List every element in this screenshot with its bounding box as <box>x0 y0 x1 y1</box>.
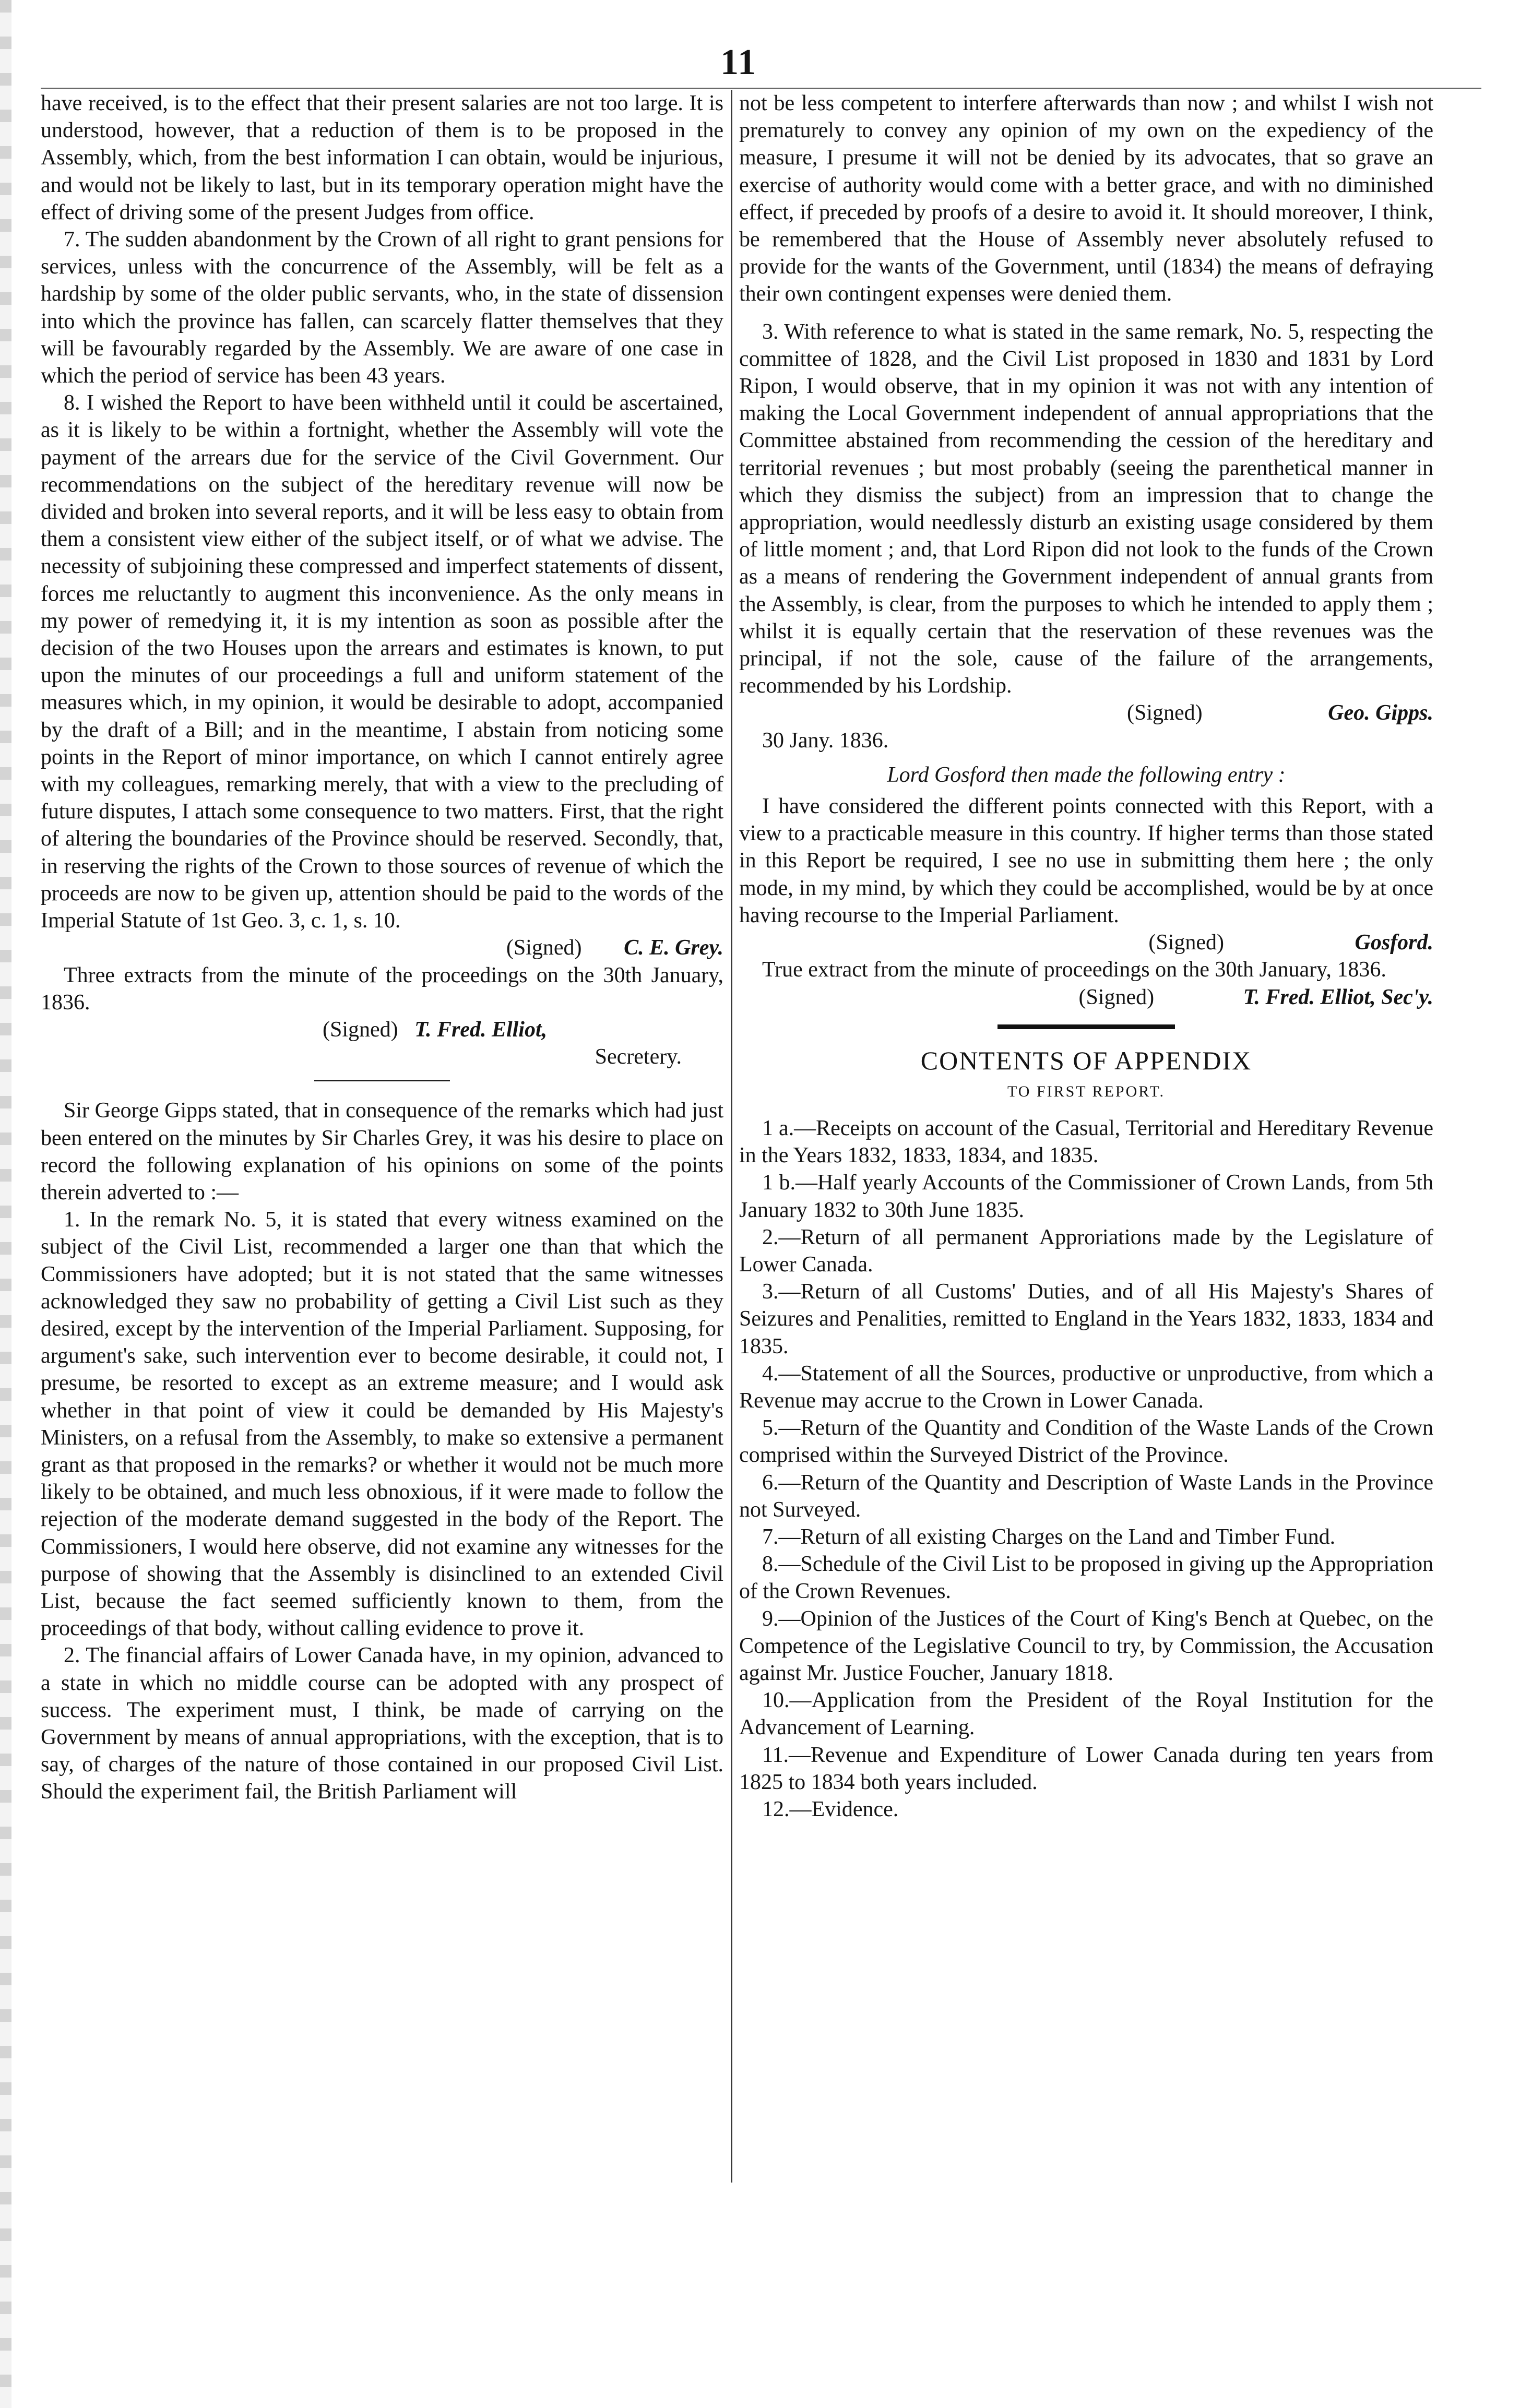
gosford-signed-label: (Signed) <box>1148 931 1224 955</box>
header-rule <box>41 88 1481 89</box>
elliot-signature <box>323 1016 723 1043</box>
appendix-item: 3.—Return of all Customs' Duties, and of all His Majesty's Shares of Seizures and Penalities, remitted to England in the Years 1832, 1833, 1834 and 1835. <box>739 1280 1433 1358</box>
gipps-intro: Sir George Gipps stated, that in consequence of the remarks which had just been entered on the minutes by Sir Charles Grey, it was his desire to place on record the following explanation of his opinions on some of the points therein adverted to :— <box>41 1099 723 1205</box>
elliot-title: Secretery. <box>595 1045 682 1069</box>
gipps-point-2: 2. The financial affairs of Lower Canada have, in my opinion, advanced to a state in which no middle course can be adopted with any prospect of success. The experiment must, I think, be made of carrying on the Government by means of annual appropriations, with the exception, that is to say, of charges of the nature of those contained in our proposed Civil List. Should the experiment fail, the British Parliament will <box>41 1643 723 1804</box>
gipps-signed-label: (Signed) <box>1127 701 1203 725</box>
appendix-item: 7.—Return of all existing Charges on the Land and Timber Fund. <box>762 1524 1336 1549</box>
appendix-item: 10.—Application from the President of the Royal Institution for the Advancement of Learning. <box>739 1688 1433 1740</box>
gipps-date: 30 Jany. 1836. <box>762 728 889 753</box>
gosford-signature <box>739 929 1433 956</box>
binding-edge <box>0 0 11 2408</box>
appendix-item: 5.—Return of the Quantity and Condition of the Waste Lands of the Crown comprised within the Surveyed District of the Province. <box>739 1416 1433 1468</box>
appendix-subtitle: TO FIRST REPORT. <box>1007 1082 1166 1100</box>
paragraph-8: 8. I wished the Report to have been withheld until it could be ascertained, as it is likely to be within a fortnight, whether the Assembly will vote the payment of the arrears due for the service of the Civil Government. Our recommendations on the subject of the hereditary revenue will now be divided and broken into several reports, and it will be less easy to obtain from them a consistent view either of the subject itself, or of what we advise. The necessity of subjoining these compressed and imperfect statements of dissent, forces me reluctantly to augment this inconvenience. As the only means in my power of remedying it, it is my intention as soon as possible after the decision of the two Houses upon the arrears and estimates is known, to put upon the minutes of our proceedings a full and uniform statement of the measures which, in my opinion, it would be desirable to adopt, accompanied by the draft of a Bill; and in the meantime, I abstain from noticing some points in the Report of minor importance, on which I cannot entirely agree with my colleagues, remarking merely, that with a view to the precluding of future disputes, I attach some consequence to two matters. First, that the right of altering the boundaries of the Province should be reserved. Secondly, that, in reserving the rights of the Crown to those sources of revenue of which the proceeds are now to be given up, attention should be paid to the words of the Imperial Statute of 1st Geo. 3, c. 1, s. 10. <box>41 391 723 933</box>
gipps-point-3: 3. With reference to what is stated in the same remark, No. 5, respecting the committee of 1828, and the Civil List proposed in 1830 and 1831 by Lord Ripon, I would observe, that in my opinion it was not with any intention of making the Local Government independent of annual appropriations that the Committee abstained from recommending the cession of the hereditary and territorial revenues ; but most probably (seeing the parenthetical manner in which they dismiss the subject) from an impression that to change the appropriation, would needlessly disturb an existing usage considered by them of little moment ; and, that Lord Ripon did not look to the funds of the Crown as a means of rendering the Government independent of annual grants from the Assembly, is clear, from the purposes to which he intended to apply them ; whilst it is equally certain that the reservation of these revenues was the principal, if not the sole, cause of the failure of the arrangements, recommended by his Lordship. <box>739 319 1433 698</box>
left-column <box>41 90 723 1806</box>
paragraph-7: 7. The sudden abandonment by the Crown of all right to grant pensions for services, unless with the concurrence of the Assembly, will be felt as a hardship by some of the older public servants, who, in the state of dissension into which the province has fallen, can scarcely flatter themselves that they will be favourably regarded by the Assembly. We are aware of one case in which the period of service has been 43 years. <box>41 228 723 388</box>
grey-signed-label: (Signed) <box>506 936 582 960</box>
elliot-secretary-signature <box>739 984 1433 1011</box>
true-extract-note: True extract from the minute of proceedings on the 30th January, 1836. <box>762 958 1386 982</box>
column-divider <box>731 90 732 2183</box>
elliot-signed-label: (Signed) <box>323 1017 398 1042</box>
gosford-name: Gosford. <box>1355 931 1433 955</box>
appendix-item: 9.—Opinion of the Justices of the Court of King's Bench at Quebec, on the Competence of the Legislative Council to try, by Commission, the Accusation against Mr. Justice Foucher, January 1818. <box>739 1606 1433 1685</box>
appendix-item: 4.—Statement of all the Sources, productive or unproductive, from which a Revenue may accrue to the Crown in Lower Canada. <box>739 1361 1433 1413</box>
paragraph-continuation: have received, is to the effect that their present salaries are not too large. It is understood, however, that a reduction of them is to be proposed in the Assembly, which, from the best information I can obtain, would be injurious, and would not be likely to last, but in its temporary operation might have the effect of driving some of the present Judges from office. <box>41 91 723 224</box>
appendix-item: 8.—Schedule of the Civil List to be proposed in giving up the Appropriation of the Crown Revenues. <box>739 1552 1433 1604</box>
appendix-item: 1 b.—Half yearly Accounts of the Commissioner of Crown Lands, from 5th January 1832 to 30th June 1835. <box>739 1171 1433 1222</box>
section-rule <box>314 1080 450 1081</box>
appendix-rule <box>998 1024 1175 1029</box>
appendix-title: CONTENTS OF APPENDIX <box>920 1045 1252 1075</box>
elliot-name: T. Fred. Elliot, <box>414 1017 548 1042</box>
grey-signature <box>41 934 723 961</box>
gosford-heading: Lord Gosford then made the following entry : <box>887 762 1286 787</box>
gipps-signature <box>739 699 1433 726</box>
appendix-item: 11.—Revenue and Expenditure of Lower Canada during ten years from 1825 to 1834 both years included. <box>739 1743 1433 1794</box>
elliot-secretary-name: T. Fred. Elliot, Sec'y. <box>1243 985 1433 1009</box>
gipps-point-1: 1. In the remark No. 5, it is stated that every witness examined on the subject of the Civil List, recommended a larger one than that which the Commissioners have adopted; but it is not stated that the same witnesses acknowledged they saw no probability of getting a Civil List such as they desired, except by the intervention of the Imperial Parliament. Supposing, for argument's sake, such intervention ever to become desirable, it could not, I presume, be resorted to except as an extreme measure; and I would ask whether in that point of view it could be demanded by His Majesty's Ministers, on a refusal from the Assembly, to make so extensive a permanent grant as that proposed in the remarks? or whether it would not be much more likely to be obtained, and much less obnoxious, if it were made to follow the rejection of the moderate demand suggested in the body of the Report. The Commissioners, I would here observe, did not examine any witnesses for the purpose of showing that the Assembly is disinclined to an extended Civil List, because the fact seemed sufficiently known to them, from the proceedings of that body, without calling evidence to prove it. <box>41 1208 723 1641</box>
appendix-item: 12.—Evidence. <box>762 1797 899 1821</box>
page-number: 11 <box>720 42 757 82</box>
gipps-name: Geo. Gipps. <box>1328 701 1433 725</box>
paragraph-continuation-right: not be less competent to interfere afterwards than now ; and whilst I wish not prematurely to convey any opinion of my own on the expediency of the measure, I presume it will not be denied by its advocates, that so grave an exercise of authority would come with a better grace, and with no diminished effect, if preceded by proofs of a desire to avoid it. It should moreover, I think, be remembered that the House of Assembly never absolutely refused to provide for the wants of the Government, until (1834) the means of defraying their own contingent expenses were denied them. <box>739 91 1433 306</box>
appendix-item: 1 a.—Receipts on account of the Casual, Territorial and Hereditary Revenue in the Years 1832, 1833, 1834, and 1835. <box>739 1116 1433 1168</box>
grey-name: C. E. Grey. <box>624 936 723 960</box>
appendix-item: 6.—Return of the Quantity and Description of Waste Lands in the Province not Surveyed. <box>739 1470 1433 1522</box>
gosford-entry: I have considered the different points connected with this Report, with a view to a practicable measure in this country. If higher terms than those stated in this Report be required, I see no use in submitting them here ; the only mode, in my mind, by which they could be accomplished, would be by at once having recourse to the Imperial Parliament. <box>739 794 1433 927</box>
extracts-note: Three extracts from the minute of the proceedings on the 30th January, 1836. <box>41 963 723 1015</box>
right-column <box>739 90 1433 1823</box>
elliot-secretary-signed-label: (Signed) <box>1078 985 1155 1009</box>
appendix-item: 2.—Return of all permanent Approriations made by the Legislature of Lower Canada. <box>739 1225 1433 1277</box>
